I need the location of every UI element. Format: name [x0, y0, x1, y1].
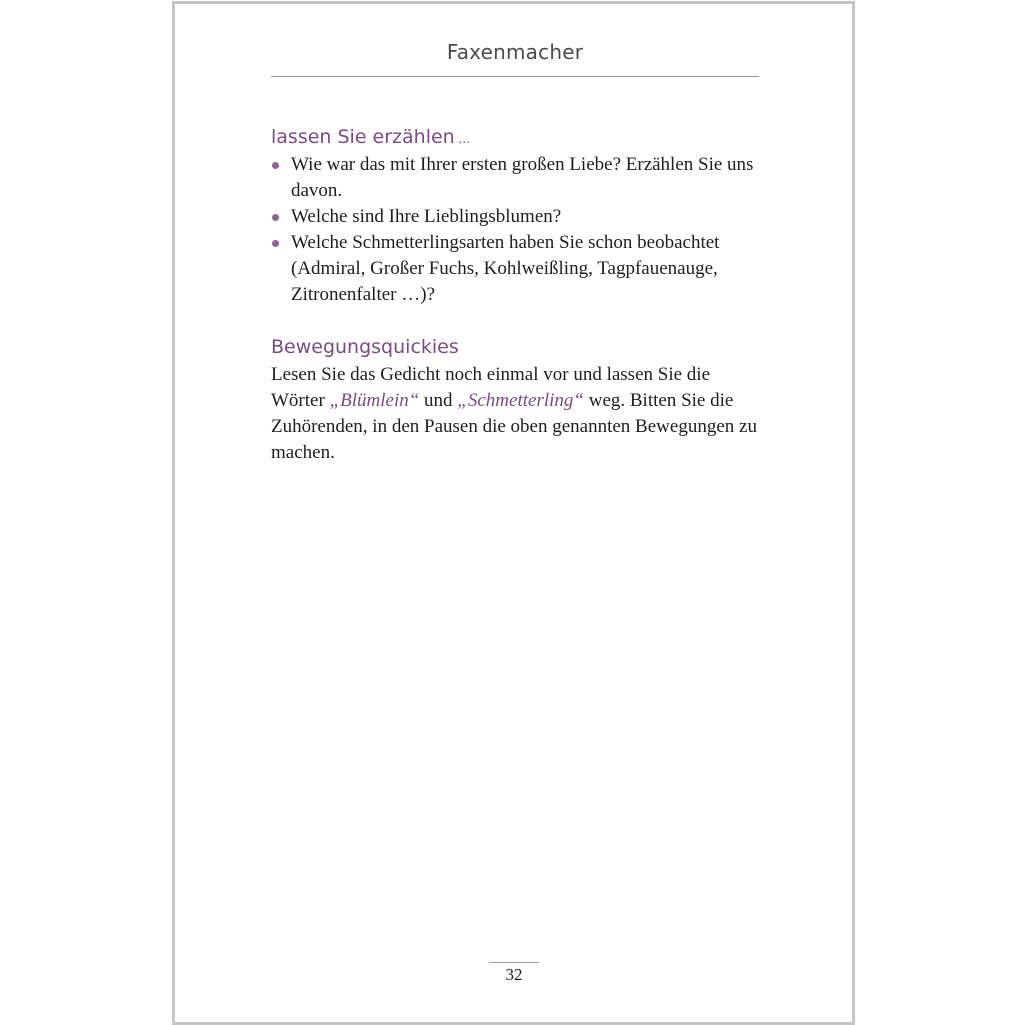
list-item-text: Wie war das mit Ihrer ersten großen Liebe? Erzählen Sie uns davon. — [291, 154, 754, 201]
page-content — [271, 126, 763, 466]
paragraph-text: weg. Bitten Sie die Zuhörenden, in den Pausen die oben genannten Bewegungen zu machen. — [271, 390, 757, 463]
heading-ellipsis: ... — [454, 132, 470, 146]
running-head: Faxenmacher — [446, 40, 584, 64]
question-list — [271, 152, 763, 308]
paragraph-text: Lesen Sie das Gedicht noch einmal vor und lassen Sie die Wörter — [271, 364, 711, 411]
paragraph-text: und — [419, 390, 458, 411]
bullet-icon — [272, 240, 279, 247]
list-item-text: Welche Schmetterlingsarten haben Sie schon beobachtet (Admiral, Großer Fuchs, Kohlweißling, Tagpfauenauge, Zitronenfalter …)? — [291, 232, 720, 305]
instruction-paragraph — [271, 362, 763, 466]
page-number: 32 — [505, 965, 523, 984]
list-item — [271, 204, 763, 230]
footer-divider — [489, 962, 539, 963]
section-bewegungsquickies — [271, 336, 763, 466]
list-item — [271, 152, 763, 204]
section-heading-erzaehlen — [271, 126, 763, 148]
list-item-text: Welche sind Ihre Lieblingsblumen? — [291, 206, 562, 227]
highlight-schmetterling: „Schmetterling“ — [457, 390, 584, 411]
bullet-icon — [272, 214, 279, 221]
section-heading-text: lassen Sie erzählen — [271, 126, 455, 148]
bullet-icon — [272, 162, 279, 169]
highlight-bluemlein: „Blümlein“ — [329, 390, 420, 411]
section-heading-bewegungsquickies: Bewegungsquickies — [271, 336, 459, 358]
book-page — [172, 1, 855, 1025]
header-divider — [271, 76, 759, 77]
list-item — [271, 230, 763, 308]
